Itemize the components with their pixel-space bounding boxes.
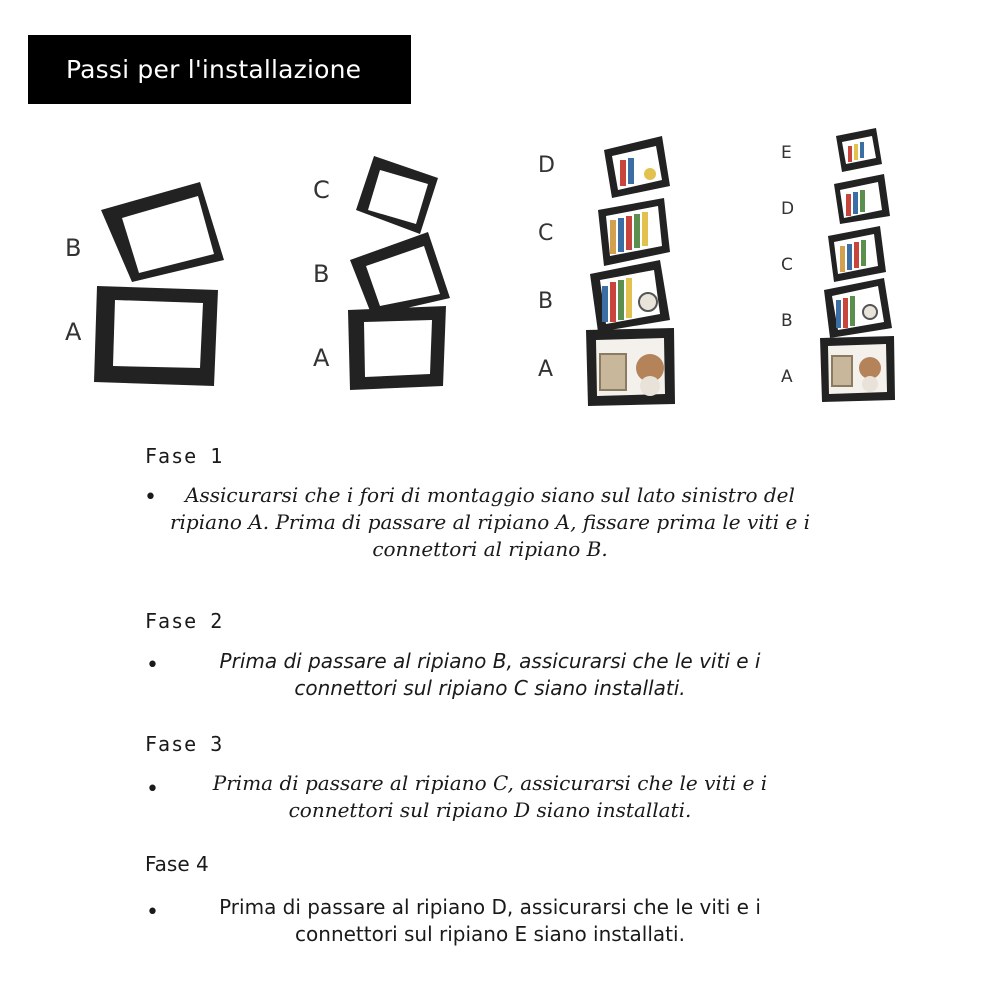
step-2-title: Fase 2 xyxy=(145,609,224,633)
shelf-d-stage-3 xyxy=(604,136,670,198)
shelf-b-stage-2 xyxy=(350,232,450,316)
step-3-line-1: Prima di passare al ripiano C, assicurarsi che le viti e i xyxy=(212,771,768,795)
header-banner xyxy=(28,35,411,104)
step-4-line-2: connettori sul ripiano E siano installati. xyxy=(295,922,685,946)
shelf-e-stage-4 xyxy=(836,128,882,172)
stage-4-illustration xyxy=(781,128,895,402)
shelf-label-d-4: D xyxy=(781,199,795,219)
shelf-b-stage-4 xyxy=(824,278,892,338)
shelf-label-b-4: B xyxy=(781,311,793,331)
step-1-title: Fase 1 xyxy=(145,444,224,468)
step-2-body xyxy=(140,648,840,702)
shelf-a-stage-1 xyxy=(94,286,218,386)
stage-3-illustration xyxy=(538,136,675,406)
step-3-line-2: connettori sul ripiano D siano installati. xyxy=(288,798,692,822)
shelf-label-c-3: C xyxy=(538,221,554,246)
installation-diagram xyxy=(0,110,1001,430)
shelf-label-b-1: B xyxy=(65,234,82,262)
shelf-label-e-4: E xyxy=(781,143,792,163)
shelf-a-stage-4 xyxy=(820,336,895,402)
page-title: Passi per l'installazione xyxy=(66,55,362,84)
step-1-bullet: • xyxy=(144,485,157,510)
step-1-line-1: Assicurarsi che i fori di montaggio siano sul lato sinistro del xyxy=(185,483,795,507)
shelf-label-b-3: B xyxy=(538,289,554,314)
shelf-label-a-1: A xyxy=(65,318,82,346)
step-4-title: Fase 4 xyxy=(145,852,209,876)
step-3-title: Fase 3 xyxy=(145,732,224,756)
shelf-label-d-3: D xyxy=(538,153,555,178)
shelf-label-c-4: C xyxy=(781,255,793,275)
step-4-bullet: • xyxy=(146,900,159,925)
step-1-line-2: ripiano A. Prima di passare al ripiano A, fissare prima le viti e i xyxy=(169,510,811,534)
shelf-label-a-3: A xyxy=(538,357,554,382)
shelf-c-stage-4 xyxy=(828,226,886,282)
step-2-line-2: connettori sul ripiano C siano installati. xyxy=(294,676,686,700)
shelf-c-stage-3 xyxy=(598,198,670,266)
step-4-body xyxy=(130,894,850,948)
shelf-label-a-4: A xyxy=(781,367,793,387)
shelf-b-stage-1 xyxy=(101,182,224,282)
step-2-bullet: • xyxy=(146,653,159,678)
stage-1-illustration xyxy=(65,182,224,386)
shelf-a-stage-2 xyxy=(348,306,446,390)
shelf-label-a-2: A xyxy=(313,344,330,372)
shelf-c-stage-2 xyxy=(356,156,438,234)
shelf-a-stage-3 xyxy=(586,328,675,406)
step-4-line-1: Prima di passare al ripiano D, assicurarsi che le viti e i xyxy=(219,895,761,919)
step-2-line-1: Prima di passare al ripiano B, assicurarsi che le viti e i xyxy=(219,649,761,673)
shelf-label-c-2: C xyxy=(313,176,330,204)
shelf-b-stage-3 xyxy=(590,260,670,332)
step-1-body xyxy=(130,482,850,563)
stage-2-illustration xyxy=(313,156,450,390)
step-3-body xyxy=(130,770,850,824)
step-3-bullet: • xyxy=(146,777,159,802)
shelf-d-stage-4 xyxy=(834,174,890,224)
shelf-label-b-2: B xyxy=(313,260,330,288)
step-1-line-3: connettori al ripiano B. xyxy=(372,537,608,561)
